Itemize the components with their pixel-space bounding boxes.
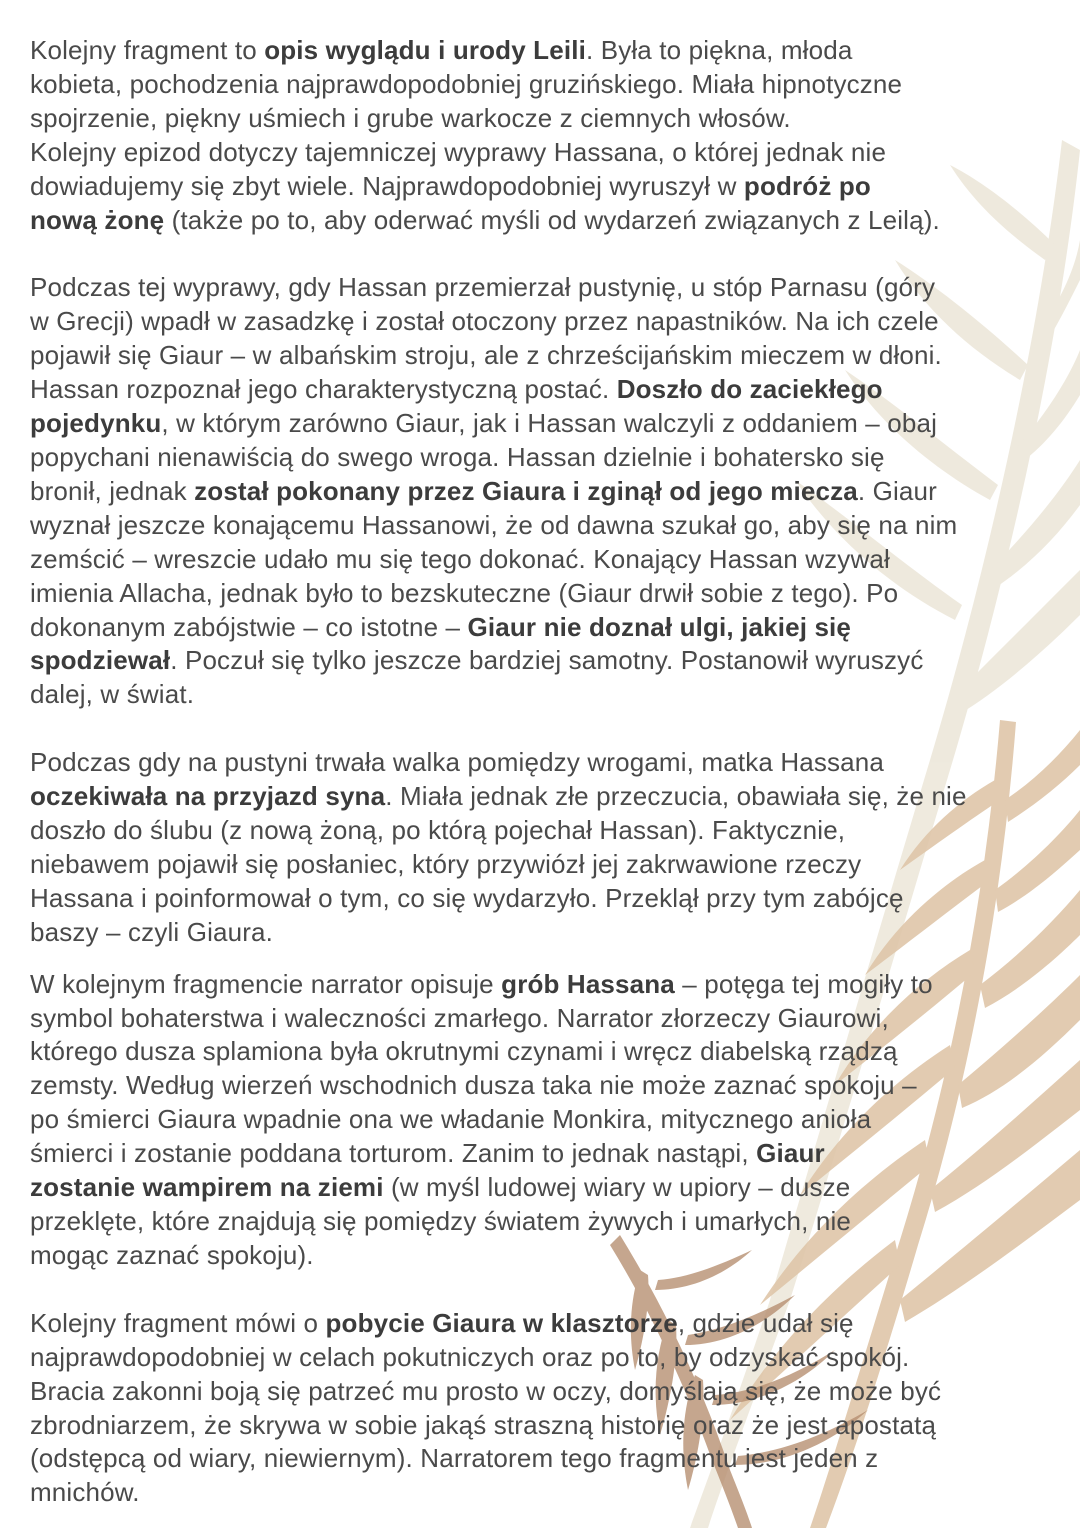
paragraph-gap <box>30 237 1060 271</box>
paragraph <box>30 968 1060 1273</box>
paragraph-gap <box>30 1273 1060 1307</box>
text-run: , w którym zarówno Giaur, jak i Hassan walczyli z oddaniem – obaj <box>161 408 937 439</box>
bold-text: Giaur <box>756 1138 825 1169</box>
bold-text: spodziewał <box>30 645 171 676</box>
text-run: mogąc zaznać spokoju). <box>30 1239 314 1270</box>
text-run: po śmierci Giaura wpadnie ona we władanie Monkira, mitycznego anioła <box>30 1104 872 1135</box>
bold-text: zostanie wampirem na ziemi <box>30 1172 384 1203</box>
text-run: śmierci i zostanie poddana torturom. Zanim to jednak nastąpi, <box>30 1138 757 1169</box>
text-run: Bracia zakonni boją się patrzeć mu prosto w oczy, domyślają się, że może być <box>30 1375 942 1406</box>
bold-text: podróż po <box>743 170 871 201</box>
text-run: dokonanym zabójstwie – co istotne – <box>30 611 468 642</box>
text-run: mnichów. <box>30 1477 140 1508</box>
text-run: dalej, w świat. <box>30 679 195 710</box>
paragraph-gap <box>30 950 1060 968</box>
bold-text: opis wyglądu i urody Leili <box>264 35 586 65</box>
text-run: popychani nienawiścią do swego wroga. Hassan dzielnie i bohatersko się <box>30 441 885 472</box>
text-run: . Giaur <box>857 475 937 506</box>
text-run: wyznał jeszcze konającemu Hassanowi, że od dawna szukał go, aby się na nim <box>30 509 958 540</box>
paragraph <box>30 34 1060 237</box>
article-text <box>30 34 1060 1510</box>
text-run: którego dusza splamiona była okrutnymi czynami i wręcz diabelską rządzą <box>30 1036 898 1067</box>
text-run: imienia Allacha, jednak było to bezskuteczne (Giaur drwił sobie z tego). Po <box>30 577 899 608</box>
text-run: – potęga tej mogiły to <box>674 968 933 999</box>
text-run: symbol bohaterstwa i waleczności zmarłego. Narrator złorzeczy Giaurowi, <box>30 1002 889 1033</box>
bold-text: pojedynku <box>30 408 162 439</box>
bold-text: został pokonany przez Giaura i zginął od jego miecza <box>194 475 858 506</box>
text-run: zemścić – wreszcie udało mu się tego dokonać. Konający Hassan wzywał <box>30 543 890 574</box>
text-run: Hassan rozpoznał jego charakterystyczną postać. <box>30 374 617 405</box>
text-run: . Poczuł się tylko jeszcze bardziej samotny. Postanowił wyruszyć <box>170 645 924 676</box>
text-run: Kolejny fragment to <box>30 35 265 65</box>
text-run: pojawił się Giaur – w albańskim stroju, ale z chrześcijańskim mieczem w dłoni. <box>30 340 942 371</box>
paragraph <box>30 271 1060 712</box>
bold-text: Doszło do zaciekłego <box>616 374 883 405</box>
text-run: przeklęte, które znajdują się pomiędzy światem żywych i umarłych, nie <box>30 1206 852 1236</box>
paragraph <box>30 1307 1060 1510</box>
text-run: . Miała jednak złe przeczucia, obawiała się, że nie <box>385 781 967 812</box>
bold-text: Giaur nie doznał ulgi, jakiej się <box>467 611 852 642</box>
text-run: spojrzenie, piękny uśmiech i grube warkocze z ciemnych włosów. <box>30 102 791 133</box>
bold-text: grób Hassana <box>501 968 675 999</box>
paragraph-gap <box>30 712 1060 746</box>
text-run: Podczas gdy na pustyni trwała walka pomiędzy wrogami, matka Hassana <box>30 747 884 778</box>
text-run: Kolejny fragment mówi o <box>30 1307 326 1338</box>
bold-text: pobycie Giaura w klasztorze <box>325 1307 678 1338</box>
text-run: najprawdopodobniej w celach pokutniczych oraz po to, by odzyskać spokój. <box>30 1341 910 1372</box>
text-run: , gdzie udał się <box>677 1307 854 1338</box>
bold-text: oczekiwała na przyjazd syna <box>30 781 386 812</box>
text-run: baszy – czyli Giaura. <box>30 916 274 947</box>
text-run: doszło do ślubu (z nową żoną, po którą pojechał Hassan). Faktycznie, <box>30 815 846 846</box>
text-run: dowiadujemy się zbyt wiele. Najprawdopodobniej wyruszył w <box>30 170 744 201</box>
text-run: zemsty. Według wierzeń wschodnich dusza taka nie może zaznać spokoju – <box>30 1070 917 1101</box>
text-run: zbrodniarzem, że skrywa w sobie jakąś straszną historię oraz że jest apostatą <box>30 1409 937 1440</box>
text-run: Podczas tej wyprawy, gdy Hassan przemierzał pustynię, u stóp Parnasu (góry <box>30 272 936 303</box>
text-run: kobieta, pochodzenia najprawdopodobniej gruzińskiego. Miała hipnotyczne <box>30 68 903 99</box>
text-run: (w myśl ludowej wiary w upiory – dusze <box>383 1172 851 1203</box>
text-run: (odstępcą od wiary, niewiernym). Narratorem tego fragmentu jest jeden z <box>30 1443 879 1474</box>
text-run: niebawem pojawił się posłaniec, który przywiózł jej zakrwawione rzeczy <box>30 848 862 879</box>
text-run: (także po to, aby oderwać myśli od wydarzeń związanych z Leilą). <box>164 204 940 235</box>
text-run: W kolejnym fragmencie narrator opisuje <box>30 968 502 999</box>
paragraph <box>30 746 1060 949</box>
text-run: . Była to piękna, młoda <box>585 35 853 65</box>
bold-text: nową żonę <box>30 204 165 235</box>
text-run: Hassana i poinformował o tym, co się wydarzyło. Przeklął przy tym zabójcę <box>30 882 904 913</box>
text-run: w Grecji) wpadł w zasadzkę i został otoczony przez napastników. Na ich czele <box>30 306 939 337</box>
text-run: Kolejny epizod dotyczy tajemniczej wyprawy Hassana, o której jednak nie <box>30 136 887 167</box>
text-run: bronił, jednak <box>30 475 195 506</box>
